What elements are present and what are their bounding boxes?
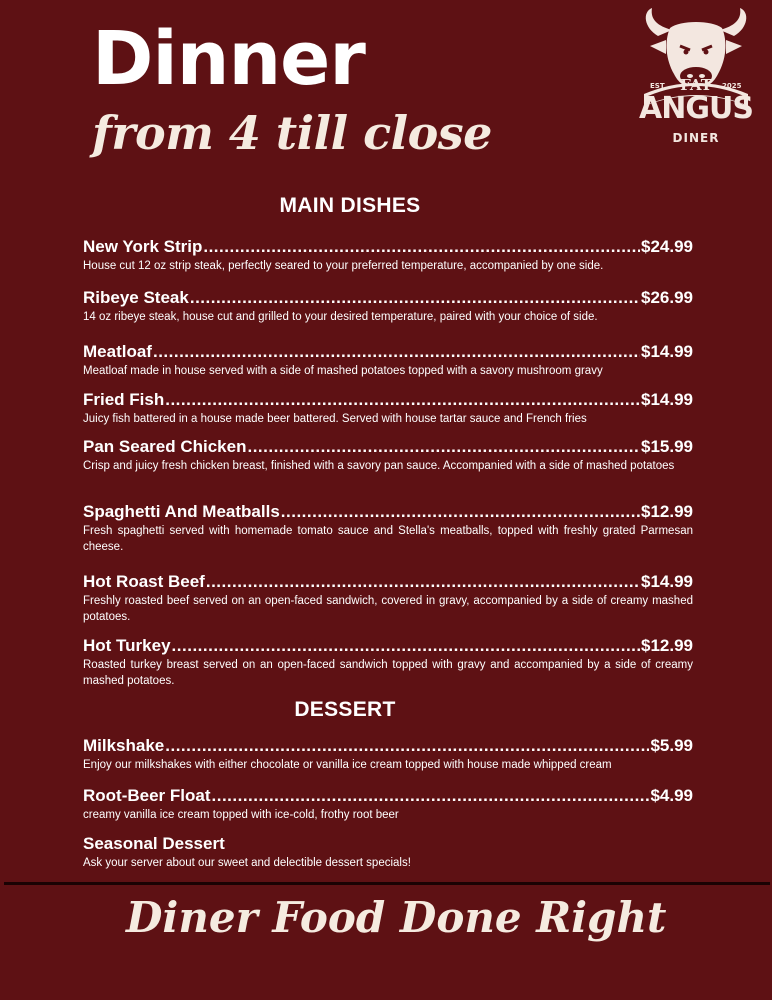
item-name: Fried Fish bbox=[83, 390, 165, 409]
item-price: $12.99 bbox=[641, 636, 693, 655]
dot-leader bbox=[172, 636, 640, 656]
item-name: New York Strip bbox=[83, 237, 203, 256]
page-subtitle: from 4 till close bbox=[92, 106, 492, 160]
item-name: Milkshake bbox=[83, 736, 165, 755]
item-price: $14.99 bbox=[641, 572, 693, 591]
item-price: $26.99 bbox=[641, 288, 693, 307]
item-description: Roasted turkey breast served on an open-faced sandwich topped with gravy and accompanied by a side of creamy mashed potatoes. bbox=[83, 659, 693, 687]
item-description: Meatloaf made in house served with a side of mashed potatoes topped with a savory mushroom gravy bbox=[83, 365, 603, 377]
menu-item bbox=[83, 636, 693, 689]
item-description: 14 oz ribeye steak, house cut and grilled to your desired temperature, paired with your choice of side. bbox=[83, 311, 598, 323]
logo-year: 2025 bbox=[722, 82, 742, 90]
dot-leader bbox=[165, 736, 649, 756]
menu-item bbox=[83, 834, 693, 871]
dot-leader bbox=[190, 288, 640, 308]
item-description: Fresh spaghetti served with homemade tomato sauce and Stella's meatballs, topped with freshly grated Parmesan cheese. bbox=[83, 525, 693, 553]
dot-leader bbox=[247, 437, 640, 457]
item-price: $4.99 bbox=[650, 786, 693, 805]
item-price: $5.99 bbox=[650, 736, 693, 755]
logo-diner: DINER bbox=[672, 131, 720, 145]
menu-item bbox=[83, 437, 693, 474]
menu-item bbox=[83, 237, 693, 274]
logo-angus: ANGUS bbox=[639, 91, 753, 126]
item-description: House cut 12 oz strip steak, perfectly seared to your preferred temperature, accompanied by one side. bbox=[83, 260, 604, 272]
item-name: Ribeye Steak bbox=[83, 288, 189, 307]
item-description: creamy vanilla ice cream topped with ice-cold, frothy root beer bbox=[83, 809, 399, 821]
item-name: Pan Seared Chicken bbox=[83, 437, 247, 456]
logo-est: EST bbox=[650, 82, 665, 90]
menu-item bbox=[83, 572, 693, 625]
dot-leader bbox=[203, 237, 640, 257]
item-name: Hot Roast Beef bbox=[83, 572, 205, 591]
item-description: Juicy fish battered in a house made beer battered. Served with house tartar sauce and French fries bbox=[83, 413, 587, 425]
item-description: Crisp and juicy fresh chicken breast, finished with a savory pan sauce. Accompanied with a side of mashed potatoes bbox=[83, 460, 675, 472]
menu-item bbox=[83, 390, 693, 427]
menu-item bbox=[83, 736, 693, 773]
item-name: Root-Beer Float bbox=[83, 786, 211, 805]
menu-item bbox=[83, 502, 693, 555]
logo-fat: FAT bbox=[680, 76, 712, 94]
item-description: Enjoy our milkshakes with either chocolate or vanilla ice cream topped with house made whipped cream bbox=[83, 759, 612, 771]
dot-leader bbox=[206, 572, 640, 592]
item-price: $14.99 bbox=[641, 390, 693, 409]
item-name: Hot Turkey bbox=[83, 636, 171, 655]
item-price: $24.99 bbox=[641, 237, 693, 256]
item-name: Spaghetti And Meatballs bbox=[83, 502, 280, 521]
dot-leader bbox=[165, 390, 640, 410]
item-description: Freshly roasted beef served on an open-faced sandwich, covered in gravy, accompanied by a side of creamy mashed potatoes. bbox=[83, 595, 693, 623]
page-title: Dinner bbox=[92, 16, 365, 102]
dot-leader bbox=[281, 502, 640, 522]
item-price: $15.99 bbox=[641, 437, 693, 456]
item-price: $14.99 bbox=[641, 342, 693, 361]
item-name: Seasonal Dessert bbox=[83, 834, 225, 853]
menu-item bbox=[83, 786, 693, 823]
dessert-heading: DESSERT bbox=[294, 698, 396, 721]
menu-item bbox=[83, 288, 693, 325]
dot-leader bbox=[212, 786, 650, 806]
dot-leader bbox=[153, 342, 640, 362]
menu-item bbox=[83, 342, 693, 379]
item-name: Meatloaf bbox=[83, 342, 152, 361]
item-description: Ask your server about our sweet and delectible dessert specials! bbox=[83, 857, 411, 869]
main-dishes-heading: MAIN DISHES bbox=[279, 194, 421, 217]
footer-divider bbox=[4, 882, 770, 885]
footer-tagline: Diner Food Done Right bbox=[126, 893, 667, 942]
item-price: $12.99 bbox=[641, 502, 693, 521]
fat-angus-logo bbox=[636, 6, 756, 156]
